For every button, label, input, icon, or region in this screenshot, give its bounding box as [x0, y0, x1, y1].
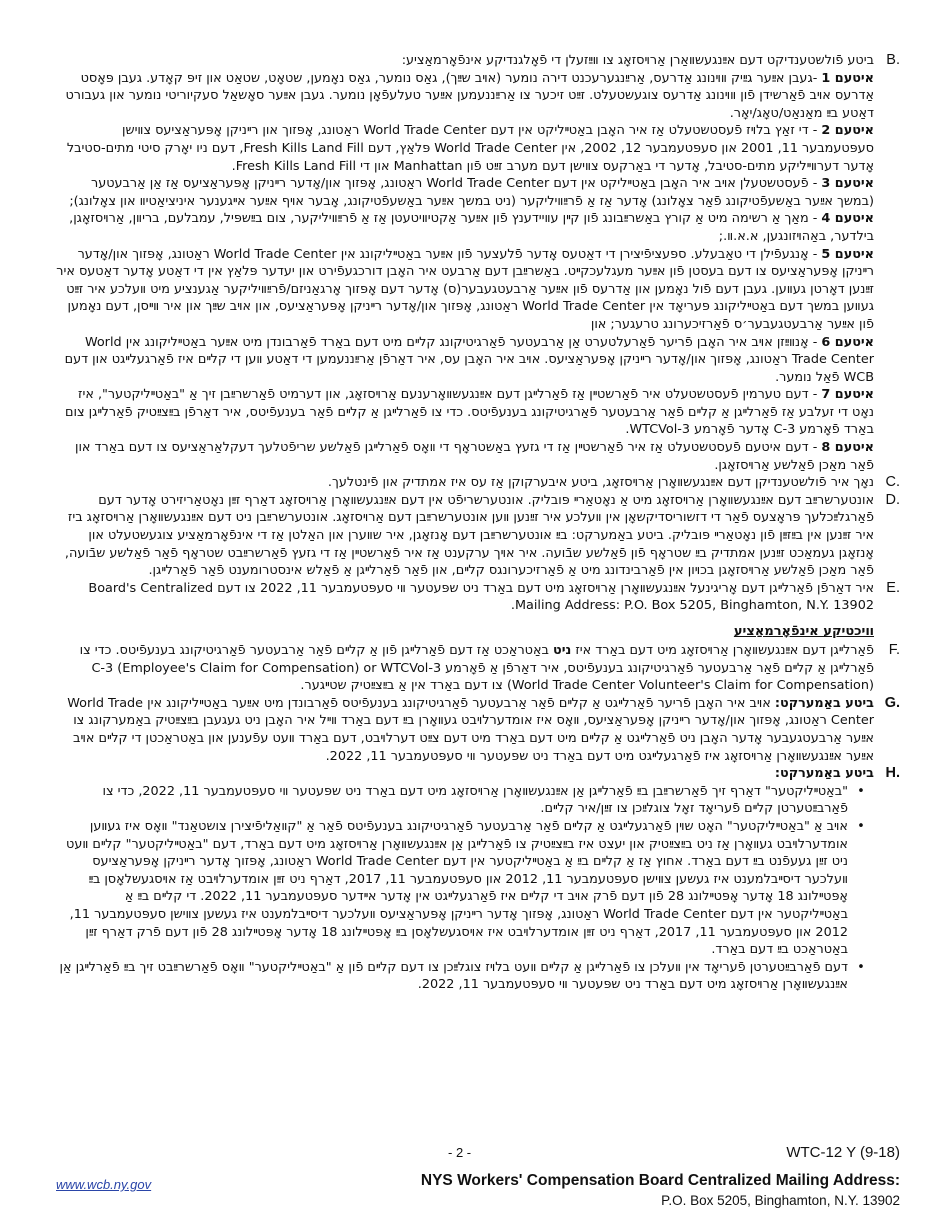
- section-h-bullets: [56, 783, 874, 994]
- bullet-icon: •: [857, 959, 865, 975]
- item-5: [56, 246, 874, 334]
- section-h-body: [56, 765, 874, 994]
- item-4: [56, 210, 874, 245]
- item-1: [56, 70, 874, 123]
- section-h: [56, 765, 900, 994]
- item-label: איטעם 3: [821, 176, 874, 192]
- section-f-bold-word: ניט: [553, 643, 572, 658]
- section-h-label: ביטע באַמערקט:: [774, 766, 874, 782]
- section-e: [56, 580, 900, 615]
- item-label: איטעם 7: [821, 387, 874, 403]
- website-link[interactable]: www.wcb.ny.gov: [56, 1177, 152, 1192]
- item-text: - פֿעסטשטעלן אױב איר האָבן באַטײליקט אין דעם World Trade Center ראַטונג, אָפּזוך און/אָדער רײניקן אָפּעראַציעס אַז אַן אַרבעטער (במשך אײַער באַשעפֿטיקונג פֿאַר צאָלונג) אָדער אַז אַ פֿרײַװיליקער (ניט במשך אײַער באַשעפֿטיקונג, אָבער אױף אײַער אײגענער איניציאַטיװ און צאָלונג);: [69, 176, 874, 209]
- item-text: - אָנגעפֿילן די טאַבעלע. ספּעציפֿיצירן די דאַטעס אָדער פֿלעצער פֿון אײַער באַטײליקונג אין World Trade Center ראַטונג, אָפּזוך און/אָדער רײניקן אָפּעראַציעס צו דעם בעסטן פֿון אײַער מעגלעכקײט. באַשרײַבן דעם אַרבעט איר האָבן דורכגעפֿירט און יעדער פּלאַץ אין די דאַטע אָדער דאַטעס איר זײַנען דאָרטן געװען. געבן דעם פֿול נאָמען און אַדרעס פֿון אײַער אַרבעטגעבער(ס) אָדער דעם אָפּזוך אָרגאַניזם/פֿרײַװיליקער אַגענציע מיט װעלכע איר זײַט געװען במשך דעם באַטײליקונג פּעריאָד אין World Trade Center ראַטונג, אָפּזוך און/אָדער רײניקן אָפּעראַציעס, און אױב שײַך און איר װײסן, דעם נאָמען פֿון אײַער אַרבעטגעבער׳ס פֿאַרזיכערונג טרעגער; און: [56, 246, 874, 332]
- instructions-content: [56, 52, 900, 994]
- bullet-icon: •: [857, 783, 865, 799]
- bullet-text: "באַטײליקטער" דאַרף זיך פֿאַרשרײַבן בײַ פֿאַרלײגן אַן אײַנגעשװאָרן אַרױסזאָג מיט דעם באַרד ניט שפּעטער װי סעפּטעמבער 11, 2022, כדי צו פֿאַרבײַטערטן קלײם פֿעריאָד זאָל צוגלײַכן צו זײַן/איר קלײם.: [102, 783, 848, 817]
- list-item: [56, 959, 874, 994]
- footer-address-block: [56, 1172, 900, 1212]
- page-number: - 2 -: [448, 1145, 472, 1160]
- list-item: [56, 783, 874, 818]
- item-label: איטעם 1: [821, 70, 874, 86]
- list-item: [56, 818, 874, 959]
- section-g-text: אױב איר האָבן פֿריער פֿאַרלײגט אַ קלײם פֿאַר אַרבעטער פֿאַרגיטיקונג בענעפֿיטס פֿאַרבונדן מיט אײַער באַטײליקונג אין World Trade Center ראַטונג, אָפּזוך און/אָדער רײניקן אָפּעראַציעס, װאָס איז אומדערלױבט געװאָרן בײַ דעם באַרד װײל איר האָבן ניט געגעבן בײַצײַטיק באַמערקונג צו אײַער אַרבעטגעבער אָדער האָבן ניט פֿאַרלײגט אַ קלײם מיט דעם באַרד מיט דעם צײַט דערלױבט, דעם באַרד װעט עפֿענען און באַטראַכטן די קלײם אױב אײַער אײַנגעשװאָרן אַרױסזאָג איז פֿאַרגעלײגט מיט דעם באַרד ניט שפּעטער װי סעפּטעמבער 11, 2022.: [67, 695, 874, 764]
- section-marker: G.: [884, 694, 900, 711]
- section-g-label: ביטע באַמערקט:: [774, 695, 874, 711]
- section-b-body: [56, 52, 874, 474]
- item-8: [56, 439, 874, 474]
- section-f-body: [56, 642, 874, 695]
- bullet-text: דעם פֿאַרבײַטערטן פֿעריאָד אין װעלכן צו פֿאַרלײגן אַ קלײם װעט בלױז צוגלײַכן צו דעם קלײם פֿון אַ "באַטײליקטער" װאָס פֿאַרשרײַבט זיך בײַ פֿאַרלײגן אַן אײַנגעשװאָרן אַרױסזאָג מיט דעם באַרד ניט שפּעטער װי סעפּטעמבער 11, 2022.: [59, 959, 848, 993]
- section-c: [56, 474, 900, 492]
- item-text: - די זאַץ בלױז פֿעסטשטעלט אַז איר האָבן באַטײליקט אין דעם World Trade Center ראַטונג, אָפּזוך און רײניקן אָפּעראַציעס צװישן סעפּטעמבער 11, 2001 און סעפּטעמבער 12, 2002, אין World Trade Center פּלאַץ, דעם Fresh Kills Land Fill, דעם ניו יאָרק סיטי מתים-סטיבל אָדער דערװײליקע מתים-סטיבל, אָדער די באַרקעס צװישן דעם מערב זײַט פֿון Manhattan און די Fresh Kills Land Fill.: [66, 123, 874, 174]
- section-marker: B.: [886, 52, 900, 68]
- bullet-icon: •: [857, 818, 865, 834]
- section-marker: C.: [885, 474, 900, 491]
- section-marker: D.: [885, 491, 900, 508]
- form-id: WTC-12 Y (9-18): [786, 1144, 900, 1161]
- section-f: [56, 642, 900, 695]
- item-text: - אָנװײַזן אױב איר האָבן פֿריער פֿאַרעלטערט אַן אַרבעטער פֿאַרגיטיקונג קלײם מיט דעם באַרד פֿאַרבונדן מיט אײַער באַטײליקונג אין World Trade Center ראַטונג, אָפּזוך און/אָדער רײניקן אָפּעראַציעס. אױב איר האָבן עס, איר דאַרפֿן אַרײַננעמען די דאַטע װען די קלײם איז פֿאַרגעלײגט און דעם WCB פֿאַל נומער.: [64, 334, 874, 385]
- item-7: [56, 386, 874, 439]
- section-e-text: איר דאַרפֿן פֿאַרלײגן דעם אָריגינעל אײַנגעשװאָרן אַרױסזאָג מיט דעם באַרד ניט שפּעטער װי סעפּטעמבער 11, 2022 צו דעם Board's Centralized Mailing Address: P.O. Box 5205, Binghamton, N.Y. 13902.: [88, 580, 874, 614]
- item-3: [56, 175, 874, 210]
- item-6: [56, 334, 874, 387]
- item-2: [56, 122, 874, 175]
- item-text: -געבן אײַער גײַיק װױנונג אַדרעס, אַרײַנגערעכנט דירה נומער (אױב שײַך), גאַס נומער, גאַס נאָמען, שטאָט, שטאַט און זיפּ קאָדע. געבן פּאָסט אַדרעס אױב פֿאַרשידן פֿון װױנונג אַדרעס צוגעשטעלט. זײַט זיכער צו אַרײַננעמען אײַער טעלעפֿאָן נומער. געבן אײַער סאָשאַל סעקיוריטי נומער און געבורט דאַטע בײַ מאַנאַט/טאָג/יאָר.: [65, 70, 874, 121]
- section-marker: H.: [885, 765, 900, 782]
- item-text: - דעם איטעם פֿעסטשטעלט אַז איר פֿאַרשטײן אַז די גזעץ באַשטראָף די װאָס פֿאַרלײגן פֿאַלשע שריפֿטלעך דעקלאַראַציעס צו דעם באַרד און פֿאַר מאַכן פֿאַלשע אַרױסזאָגן.: [74, 440, 874, 473]
- section-c-text: נאָך איר פֿולשטענדיקן דעם אײַנגעשװאָרן אַרױסזאָג, ביטע איבערקוקן אַז עס איז אמתדיק און פֿינטלעך.: [327, 475, 874, 491]
- item-label: איטעם 5: [821, 246, 874, 262]
- section-marker: E.: [886, 579, 900, 596]
- section-marker: F.: [888, 642, 900, 658]
- section-g: [56, 695, 900, 765]
- item-text: - דעם טערמין פֿעסטשטעלט איר פֿאַרשטײן אַז פֿאַרלײגן דעם אײַנגעשװאָרענעם אַרױסזאָג, און דערמיט פֿאַרשרײַבן זיך אַ "באַטײליקטער", איז נאָט די זעלבע אַז פֿאַרלײגן אַ קלײם פֿאַר אַרבעטער פֿאַרגיטיקונג בענעפֿיטס. כדי צו פֿאַרלײגן אַ קלײם פֿאַר בענעפֿיטס, איר דאַרפֿן בײַצײַטיק פֿאַרלײגן צום באַרד פֿאָרמע C-3 אָדער פֿאָרמע WTCVol-3.: [64, 387, 874, 438]
- item-text: - מאַך אַ רשימה מיט אַ קורץ באַשרײַבונג פֿון קײן עװיידענץ פֿון אײַער אַקטיװיטעטן אַז אַ פֿרײַװיליקער, צום בײַשפּיל, עמבלעם, בריװן, אַרױסזאָגן, בילדער, באַהױזונגען, א.א.װ.;: [69, 211, 874, 244]
- important-info-heading: װיכטיקע אינפֿאָרמאַציע: [733, 624, 874, 639]
- mailing-address: P.O. Box 5205, Binghamton, N.Y. 13902: [661, 1193, 900, 1208]
- item-label: איטעם 4: [821, 211, 874, 227]
- item-label: איטעם 6: [821, 334, 874, 350]
- mailing-address-title: NYS Workers' Compensation Board Centralized Mailing Address:: [420, 1172, 900, 1189]
- section-d-text: אונטערשרײַב דעם אײַנגעשװאָרן אַרױסזאָג מיט אַ נאָטאַרײ פּובליק. אונטערשריפֿט אין דעם אײַנגעשװאָרן אַרױסזאָג דאַרף זײַן נאָטאַריזירט אָדער דעם פֿאַרגלײַכלעך פּראָצעס פֿאַר די דזשוריסדיקשאָן אין װעלכע איר זײַנען װען אונטערשרײַבן דעם אַרױסזאָג. אונטערשרײַבן ניט דעם אײַנגעשװאָרן אַרױסזאָג ביז איר זײַנען אין בײַזײַן פֿון נאָטאַרײ פּובליק. ביטע באַמערקט: בײַ אונטערשרײַבן דעם אָנזאָגן, איר שװערן און האַלטן אַז די אינפֿאָרמאַציע צוגעשטעלט און אָנזאָגן געמאַכט זײַנען אמתדיק בײַ שטראָף פֿון פֿאַלשע שבֿועה. איר אױך ערקענט אַז איר פֿאַרשטײן אַז די גזעץ פֿאַרשרײַבט שטראָף פֿאַר פֿאַלשע שבֿועה, פֿאַר מאַכן פֿאַלשע אַרױסזאָגן בכױון אין פֿאַרבינדונג מיט אַ פֿאַרזיכערונגס קלײם, און פֿאַר פֿאַרלײגן אַ פֿאַלש אינסטרומענט פֿאַר פֿאַרלײגן.: [64, 492, 874, 579]
- item-label: איטעם 2: [821, 123, 874, 139]
- section-d: [56, 492, 900, 580]
- section-b-intro: ביטע פֿולשטענדיקט דעם אײַנגעשװאַרן אַרױסזאָג צו װײַזעלן די פֿאָלגנדיקע אינפֿאָרמאַציע:: [401, 53, 874, 68]
- section-f-text-b: באַטראַכט אַז דעם פֿאַרלײגן פֿון אַ קלײם פֿאַר אַרבעטער פֿאַרגיטיקונג בענעפֿיטס. כדי צו פֿאַרלײגן אַ קלײם פֿאַר אַרבעטער פֿאַרגיטיקונג בענעפֿיטס, איר דאַרפֿן אַ פֿאָרמע C-3 (Employee's Claim for Compensation) or WTCVol-3 (World Trade Center Volunteer's Claim for Compensation) צו דעם באַרד אין אַ בײַצײַטיק שטײגער.: [79, 643, 874, 694]
- bullet-text: אױב אַ "באַטײליקטער" האָט שױן פֿאַרגעלײגט אַ קלײם פֿאַר אַרבעטער פֿאַרגיטיקונג בענעפֿיטס פֿאַר אַ "קװאַליפֿיצירן צושטאַנד" װאָס איז געװען אומדערלױבט געװאָרן אַז ניט בײַצײַטיק און יעצט איז בײַצײַטיק צו פֿאַרלײגן אַן אײַנגעשװאָרן אַרױסזאָג מיט דעם באַרד, דעם "באַטײליקטער" קלײם װעט ניט זײַן געעפֿנט בײַ דעם באַרד. אחוץ אַז אַ קלײם בײַ אַ באַטײליקטער אין דעם World Trade Center ראַטונג, אָפּזוך אָדער רײניקן אָפּעראַציעס װעלכער דיסײבלמענט איז געשען צװישן סעפּטעמבער 11, 2012 און סעפּטעמבער 11, 2017, דאַרף ניט זײַן אומדערלױבט אַז אױסגעשלאָסן בײַ אָפּטײלונג 18 אָדער אָפּטײלונג 28 פֿון דעם פֿרק אױב די קלײם איז פֿאַרגעלײגט אין אָדער אײדער סעפּטעמבער 11, 2022. די קלײם בײַ אַ באַטײליקטער אין דעם World Trade Center ראַטונג, אָפּזוך אָדער רײניקן אָפּעראַציעס װעלכער דיסײבלמענט איז געשען צװישן סעפּטעמבער 11, 2012 און סעפּטעמבער 11, 2017, דאַרף ניט זײַן אומדערלױבט איז אױסגעשלאָסן בײַ אָפּטײלונג 18 אָדער אָפּטײלונג 28 פֿון דעם פֿרק דאַרף זײַן באַטראַכט בײַ דעם באַרד.: [66, 818, 848, 958]
- section-g-body: [56, 695, 874, 765]
- section-f-text-a: פֿאַרלײגן דעם אײַנגעשװאָרן אַרױסזאָג מיט דעם באַרד איז: [571, 643, 874, 658]
- section-b: [56, 52, 900, 474]
- item-label: איטעם 8: [821, 440, 874, 456]
